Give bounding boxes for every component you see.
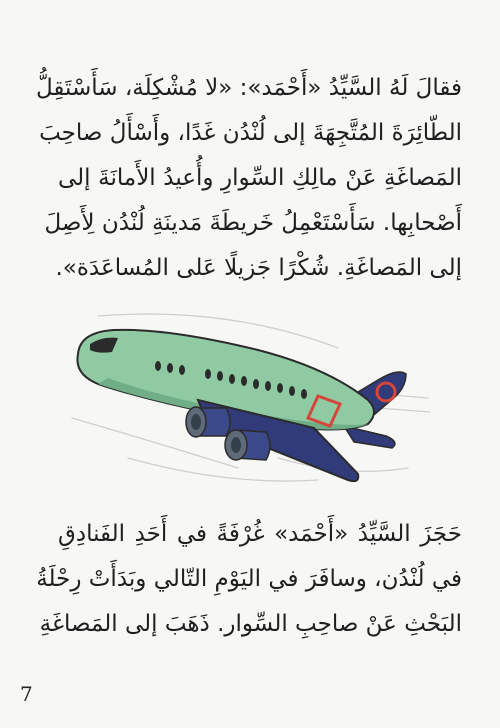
paragraph-top xyxy=(36,66,462,291)
paragraph-line: في لُنْدُن، وسافَرَ في اليَوْمِ التّالي وبَدَأَتْ رِحْلَةُ xyxy=(36,566,462,592)
paragraph-line: الطّائِرَةَ المُتَّجِهَةَ إلى لُنْدُن غَدًا، وأَسْأَلُ صاحِبَ xyxy=(39,120,462,146)
paragraph-line: أَصْحابِها. سَأَسْتَعْمِلُ خَريطَةَ مَدينَةِ لُنْدُن لِأَصِلَ xyxy=(44,210,462,236)
paragraph-bottom xyxy=(36,512,462,647)
paragraph-line: فقالَ لَهُ السَّيِّدُ «أَحْمَد»: «لا مُشْكِلَة، سَأَسْتَقِلُّ xyxy=(36,75,462,101)
engine xyxy=(225,430,270,460)
paragraph-line: البَحْثِ عَنْ صاحِبِ السِّوار. ذَهَبَ إلى المَصاغَةِ xyxy=(39,611,462,637)
paragraph-line: إلى المَصاغَةِ. شُكْرًا جَزيلًا عَلى المُساعَدَة». xyxy=(55,255,462,281)
airplane-icon xyxy=(72,314,430,481)
engine xyxy=(186,407,230,437)
airplane-illustration xyxy=(68,308,436,488)
paragraph-line: المَصاغَةِ عَنْ مالِكِ السِّوارِ وأُعيدُ الأَمانَةَ إلى xyxy=(58,165,462,191)
page-number: 7 xyxy=(20,682,33,706)
paragraph-line: حَجَزَ السَّيِّدُ «أَحْمَد» غُرْفَةً في أَحَدِ الفَنادِقِ xyxy=(58,521,462,547)
